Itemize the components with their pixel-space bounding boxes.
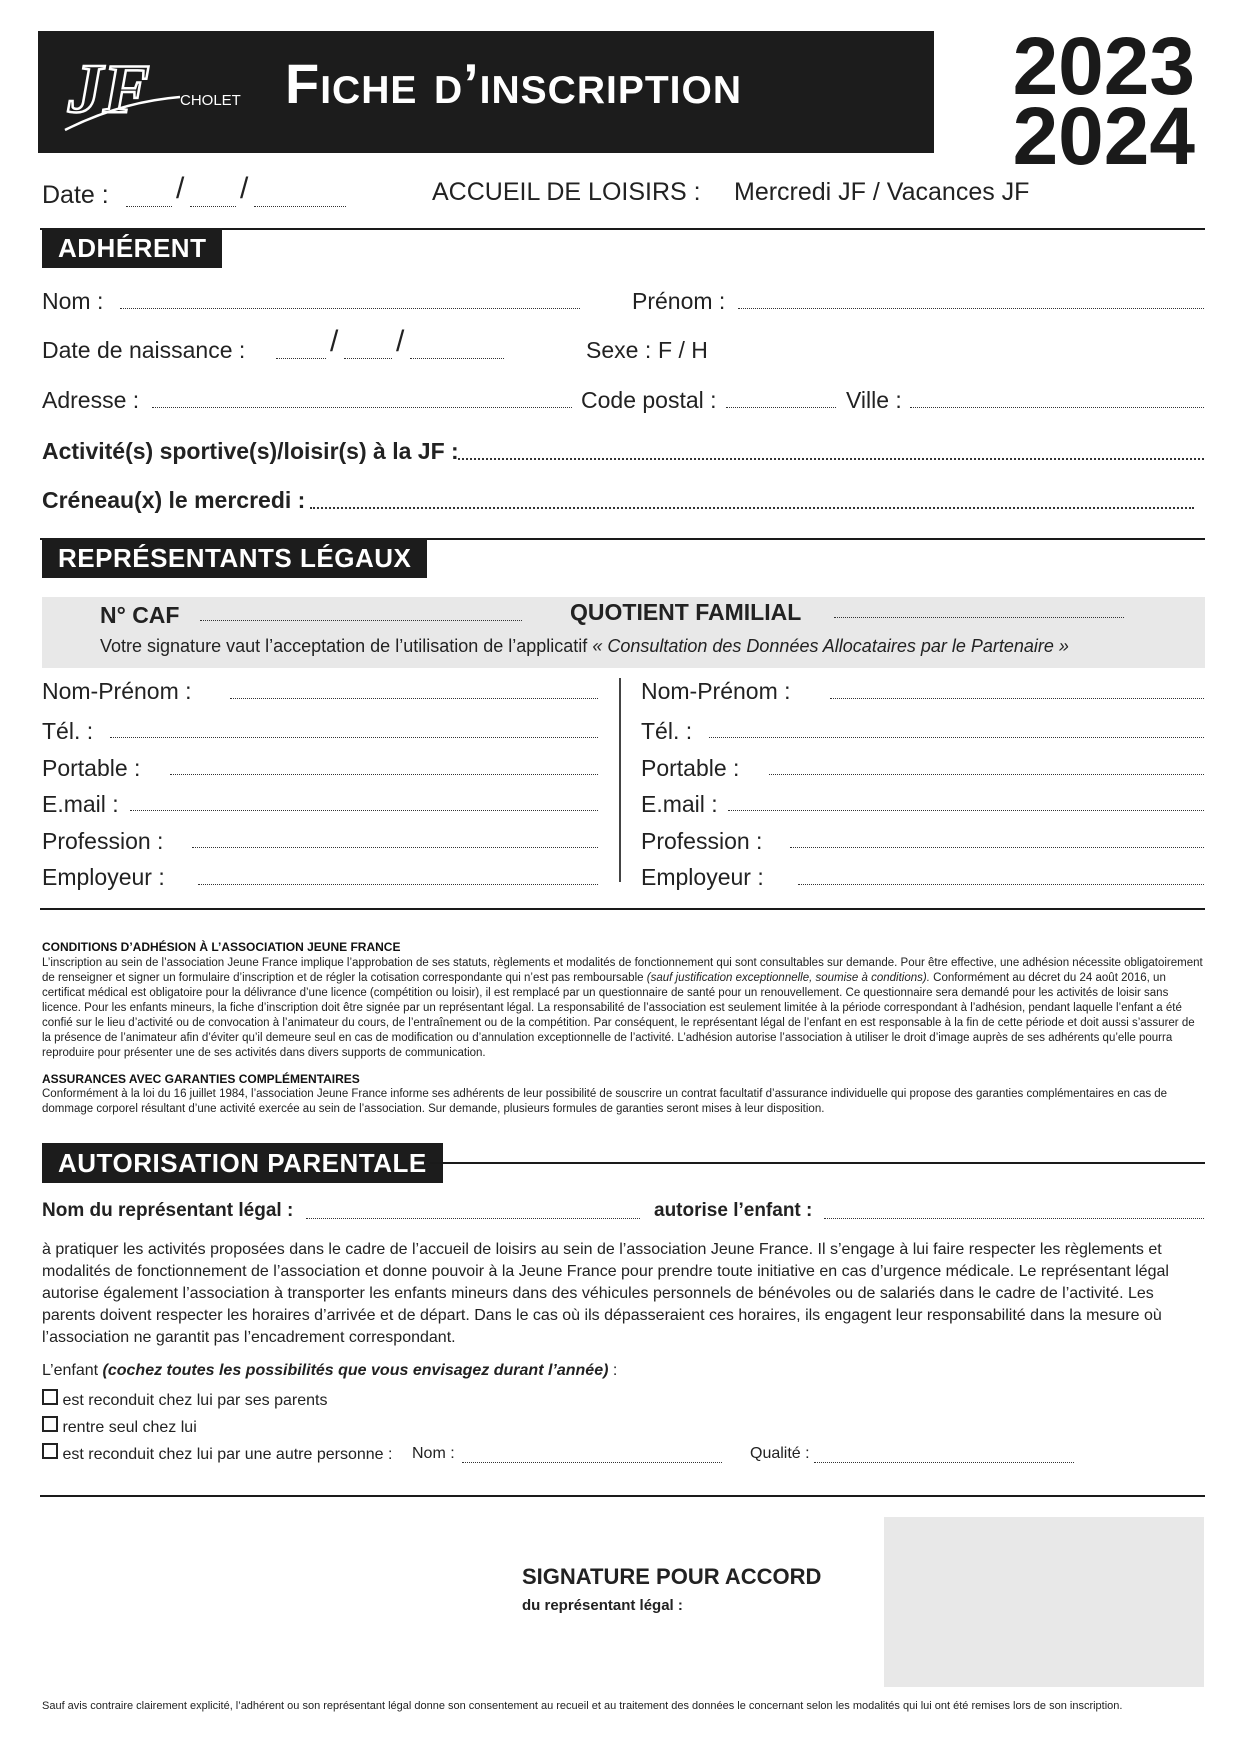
rep1-employeur-label: Employeur : bbox=[42, 864, 165, 890]
rep1-employeur-field[interactable] bbox=[198, 884, 598, 885]
representant-field[interactable] bbox=[306, 1218, 640, 1219]
activites-field[interactable] bbox=[458, 458, 1204, 460]
date-separator: / bbox=[176, 172, 185, 205]
activites-label: Activité(s) sportive(s)/loisir(s) à la JF : bbox=[42, 438, 459, 464]
code-postal-field[interactable] bbox=[726, 407, 836, 408]
autre-nom-field[interactable] bbox=[462, 1462, 722, 1463]
qualite-field[interactable] bbox=[814, 1462, 1074, 1463]
qualite-label: Qualité : bbox=[750, 1445, 810, 1462]
divider bbox=[430, 1162, 1205, 1164]
date-label: Date : bbox=[42, 181, 109, 209]
checkbox[interactable] bbox=[42, 1389, 58, 1405]
conditions-title: CONDITIONS D’ADHÉSION À L’ASSOCIATION JEUNE FRANCE bbox=[42, 940, 401, 954]
option-seul[interactable]: rentre seul chez lui bbox=[42, 1416, 197, 1439]
date-month-field[interactable] bbox=[190, 206, 236, 207]
logo-mark: JF bbox=[68, 51, 150, 128]
caf-field[interactable] bbox=[200, 620, 522, 621]
year-end: 2024 bbox=[1012, 91, 1195, 182]
creneaux-field[interactable] bbox=[310, 507, 1194, 509]
rep1-profession-label: Profession : bbox=[42, 828, 164, 854]
naissance-day-field[interactable] bbox=[276, 358, 326, 359]
rep2-email-label: E.mail : bbox=[641, 791, 718, 817]
adresse-label: Adresse : bbox=[42, 387, 140, 413]
section-autorisation: AUTORISATION PARENTALE bbox=[42, 1143, 443, 1183]
accueil-options[interactable]: Mercredi JF / Vacances JF bbox=[734, 178, 1030, 206]
option-autre-personne[interactable]: est reconduit chez lui par une autre personne : bbox=[42, 1443, 392, 1466]
caf-consent-note: Votre signature vaut l’acceptation de l’utilisation de l’applicatif « Consultation des Données Allocataires par le Partenaire » bbox=[100, 636, 1069, 656]
assurances-text: Conformément à la loi du 16 juillet 1984, l’association Jeune France informe ses adhérents de leur possibilité de souscrire un contrat facultatif d’assurance individuelle qui propose des garanties complémentaires en cas de dommage corporel résultant d’une activité exercée au sein de l’association. Sur demande, plusieurs formules de garanties seront mises à leur disposition. bbox=[42, 1088, 1168, 1115]
rep2-nom-label: Nom-Prénom : bbox=[641, 678, 791, 704]
rep2-nom-field[interactable] bbox=[830, 698, 1204, 699]
rep2-profession-label: Profession : bbox=[641, 828, 763, 854]
logo-city: CHOLET bbox=[180, 92, 241, 109]
divider bbox=[40, 1495, 1205, 1497]
rep2-employeur-label: Employeur : bbox=[641, 864, 764, 890]
rep1-nom-field[interactable] bbox=[230, 698, 598, 699]
rep1-tel-label: Tél. : bbox=[42, 718, 94, 744]
prenom-label: Prénom : bbox=[632, 288, 726, 314]
caf-label: N° CAF bbox=[100, 602, 180, 628]
rep1-portable-label: Portable : bbox=[42, 755, 141, 781]
rep1-email-label: E.mail : bbox=[42, 791, 119, 817]
code-postal-label: Code postal : bbox=[581, 387, 717, 413]
sexe-options[interactable]: F / H bbox=[658, 337, 708, 363]
ville-label: Ville : bbox=[846, 387, 902, 413]
rep1-profession-field[interactable] bbox=[192, 847, 598, 848]
rep2-portable-label: Portable : bbox=[641, 755, 740, 781]
nom-field[interactable] bbox=[120, 308, 580, 309]
rep2-employeur-field[interactable] bbox=[798, 884, 1204, 885]
naissance-month-field[interactable] bbox=[344, 358, 392, 359]
adresse-field[interactable] bbox=[152, 407, 572, 408]
prenom-field[interactable] bbox=[738, 308, 1204, 309]
date-year-field[interactable] bbox=[254, 206, 346, 207]
sexe-label: Sexe : bbox=[586, 337, 652, 363]
signature-subtitle: du représentant légal : bbox=[522, 1597, 683, 1614]
assurances-title: ASSURANCES AVEC GARANTIES COMPLÉMENTAIRES bbox=[42, 1072, 360, 1086]
date-day-field[interactable] bbox=[126, 206, 172, 207]
quotient-field[interactable] bbox=[834, 617, 1124, 618]
autorisation-paragraph: à pratiquer les activités proposées dans le cadre de l’accueil de loisirs au sein de l’association Jeune France. Il s’engage à lui faire respecter les règlements et modalités de fonctionnement de l’association et donne pouvoir à la Jeune France pour prendre toute initiative en cas d’urgence médicale. Le représentant légal autorise également l’association à transporter les enfants mineurs dans des véhicules personnels de bénévoles ou de salariés dans le cadre de l’activité. Les parents doivent respecter les horaires d’arrivée et de départ. Dans le cas où ils dépasseraient ces horaires, ils engagent leur responsabilité dans la mesure où l’association ne garantit pas l’encadrement correspondant. bbox=[42, 1241, 1169, 1346]
signature-title: SIGNATURE POUR ACCORD bbox=[522, 1564, 822, 1589]
rep2-portable-field[interactable] bbox=[769, 774, 1204, 775]
naissance-label: Date de naissance : bbox=[42, 337, 246, 363]
naissance-year-field[interactable] bbox=[410, 358, 504, 359]
date-separator: / bbox=[396, 325, 405, 358]
section-adherent: ADHÉRENT bbox=[42, 228, 222, 268]
quotient-label: QUOTIENT FAMILIAL bbox=[570, 599, 802, 625]
creneaux-label: Créneau(x) le mercredi : bbox=[42, 487, 306, 513]
option-parents[interactable]: est reconduit chez lui par ses parents bbox=[42, 1389, 327, 1412]
checkbox[interactable] bbox=[42, 1416, 58, 1432]
signature-box[interactable] bbox=[884, 1517, 1204, 1687]
rep1-nom-label: Nom-Prénom : bbox=[42, 678, 192, 704]
rep1-email-field[interactable] bbox=[130, 810, 598, 811]
autre-nom-label: Nom : bbox=[412, 1445, 455, 1462]
section-representants: REPRÉSENTANTS LÉGAUX bbox=[42, 538, 427, 578]
checkbox[interactable] bbox=[42, 1443, 58, 1459]
rep2-profession-field[interactable] bbox=[790, 847, 1204, 848]
date-separator: / bbox=[240, 172, 249, 205]
autorise-field[interactable] bbox=[824, 1218, 1204, 1219]
accueil-label: ACCUEIL DE LOISIRS : bbox=[432, 178, 701, 206]
conditions-text: L’inscription au sein de l’association Jeune France implique l’approbation de ses statuts, règlements et modalités de fonctionnement qui sont consultables sur demande. Pour être effective, une adhésion nécessite obligatoirement de renseigner et signer un formulaire d’inscription et de régler la cotisation correspondante qui n’est pas remboursable (sauf justification exceptionnelle, soumise à conditions). Conformément au décret du 24 août 2016, un certificat médical est obligatoire pour la délivrance d’une licence (compétition ou loisir), il est remplacé par un questionnaire de santé pour un renouvellement. Ce questionnaire sera demandé pour les activités de loisir sans licence. Pour les enfants mineurs, la fiche d’inscription doit être signée par un représentant légal. La responsabilité de l’association est seulement limitée à la période correspondant à l’adhésion, pendant laquelle l’enfant a été confié sur le lieu d’activité ou de convocation à l’animateur du cours, de l’entraînement ou de la compétition. Par conséquent, le représentant légal de l’enfant en est responsable à la fin de cette période et doit aussi s’assurer de la présence de l’animateur afin d’éviter qu’il demeure seul en cas de modification ou d’annulation exceptionnelle de l’activité. L’adhésion autorise l’association à utiliser le droit d’image auprès de ses adhérents qu’elle pourra reproduire pour présenter une de ses activités dans divers supports de communication. bbox=[42, 957, 1203, 1059]
page-title: Fiche d’inscription bbox=[285, 52, 743, 115]
year-start: 2023 bbox=[1012, 21, 1195, 112]
rep1-portable-field[interactable] bbox=[170, 774, 598, 775]
rep2-email-field[interactable] bbox=[728, 810, 1204, 811]
enfant-instructions: L’enfant (cochez toutes les possibilités que vous envisagez durant l’année) : bbox=[42, 1362, 618, 1379]
representant-label: Nom du représentant légal : bbox=[42, 1200, 294, 1221]
date-separator: / bbox=[330, 325, 339, 358]
ville-field[interactable] bbox=[910, 407, 1204, 408]
footer-consent: Sauf avis contraire clairement explicité, l’adhérent ou son représentant légal donne son consentement au recueil et au traitement des données le concernant selon les modalités qui lui ont été remises lors de son inscription. bbox=[42, 1700, 1123, 1712]
divider bbox=[40, 908, 1205, 910]
rep2-tel-label: Tél. : bbox=[641, 718, 693, 744]
nom-label: Nom : bbox=[42, 288, 104, 314]
rep1-tel-field[interactable] bbox=[110, 737, 598, 738]
rep2-tel-field[interactable] bbox=[709, 737, 1204, 738]
column-divider bbox=[619, 678, 621, 882]
autorise-label: autorise l’enfant : bbox=[654, 1200, 813, 1221]
